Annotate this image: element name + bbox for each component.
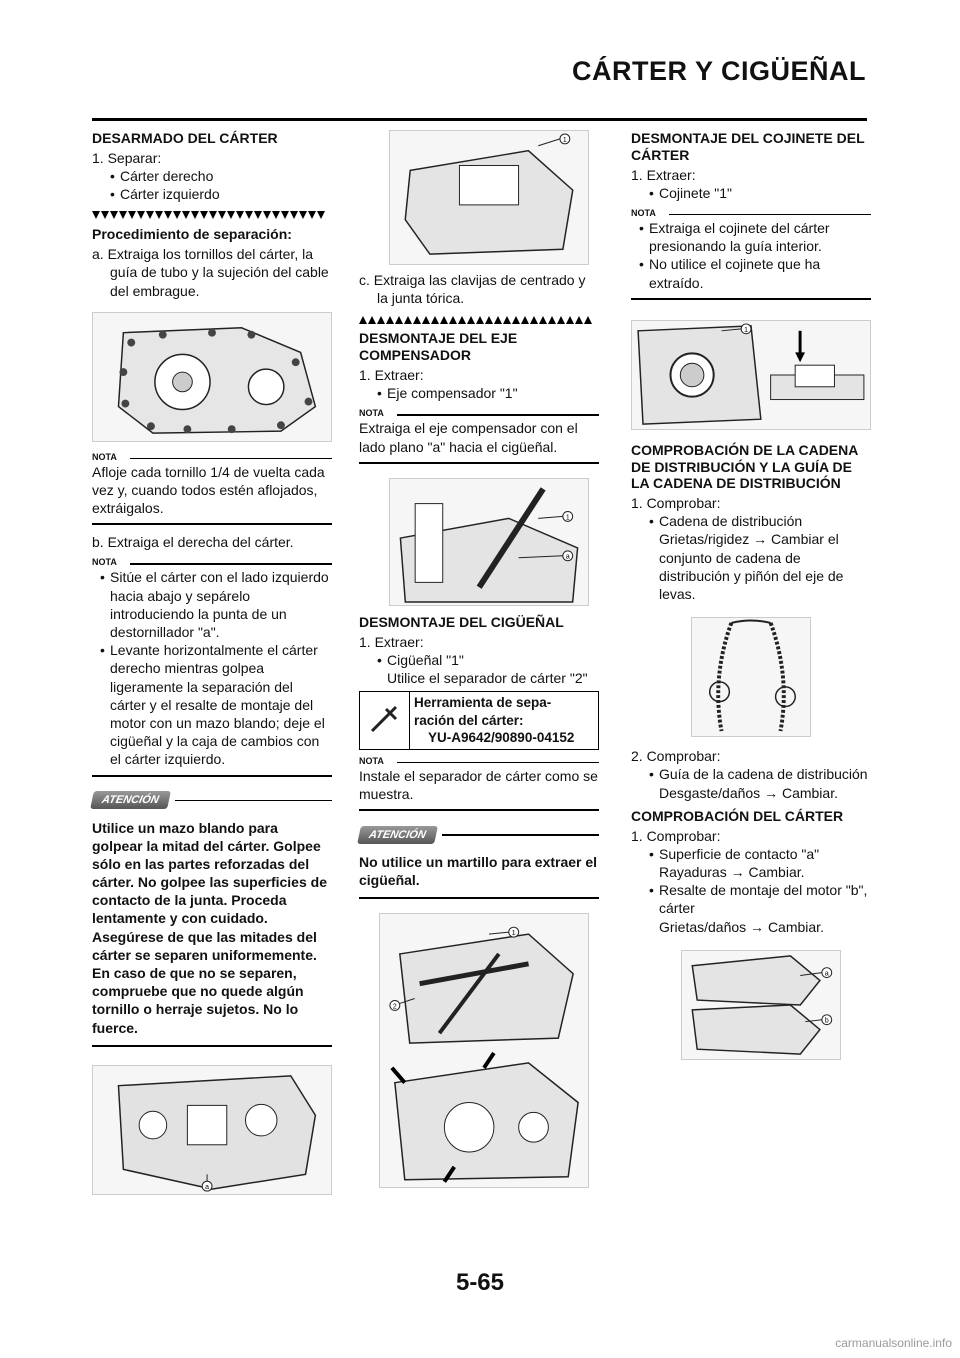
procedure-start-marker [92, 211, 332, 220]
nota-bullet: • No utilice el cojinete que ha extraído. [631, 255, 871, 291]
crankcase-half-illustration [93, 1066, 331, 1194]
bullet: • Eje compensador "1" [359, 384, 599, 402]
bullet: • Cigüeñal "1" [359, 651, 599, 669]
nota-text: Afloje cada tornillo 1/4 de vuelta cada vez y, cuando todos estén aflojados, extráigalos. [92, 463, 325, 517]
warning-text: No utilice un martillo para extraer el cigüeñal. [359, 854, 598, 889]
bullet-sub: Utilice el separador de cárter "2" [387, 669, 588, 686]
timing-chain-figure [691, 617, 811, 737]
column-3 [631, 130, 871, 1060]
warning-text: Utilice un mazo blando para golpear la mitad del cárter. Golpee sólo en las partes reforzadas del cárter. No golpee las superficies de contacto de la junta. Proceda lentamente y con cuidado. Asegúrese de que las mitades del cárter se separen uniformemente. En caso de que no se separen, compruebe que no quede algún tornillo o herraje sujetos. No lo fuerce. [92, 819, 327, 1036]
page-number: 5-65 [455, 1269, 505, 1296]
nota-header: NOTA [631, 208, 871, 219]
nota-end-rule [92, 775, 332, 777]
nota-text: Extraiga el eje compensador con el lado plano "a" hacia el cigüeñal. [359, 420, 578, 455]
timing-chain-illustration [692, 618, 810, 736]
bullet: • Cojinete "1" [631, 184, 871, 202]
bullet: • Resalte de montaje del motor "b", cárter [631, 881, 871, 917]
step: 1. Extraer: [359, 366, 424, 383]
nota-text: Instale el separador de cárter como se muestra. [359, 767, 598, 802]
crankcase-top-illustration [390, 131, 588, 264]
warning-end-rule [92, 1045, 332, 1047]
bullet: • Superficie de contacto "a" [631, 845, 871, 863]
callout-label: 1 [562, 136, 567, 144]
section-title: COMPROBACIÓN DEL CÁRTER [631, 807, 844, 824]
bullet: • Cadena de distribución [631, 512, 871, 530]
callout-label: a [824, 970, 829, 978]
callout-label: 2 [392, 1003, 397, 1011]
step: 1. Separar: [92, 149, 162, 166]
section-title: DESMONTAJE DEL EJE COMPENSADOR [359, 330, 518, 364]
crankcase-illustration [93, 313, 331, 441]
nota-header: NOTA [359, 408, 599, 419]
page-title: CÁRTER Y CIGÜEÑAL [571, 56, 866, 86]
warning-end-rule [359, 897, 599, 899]
crankcase-check-illustration [682, 951, 840, 1059]
step: b. Extraiga el derecha del cárter. [92, 534, 294, 551]
nota-bullet: • Extraiga el cojinete del cárter presionando la guía interior. [631, 219, 871, 255]
bullet-sub: Rayaduras → Cambiar. [659, 863, 805, 880]
bearing-removal-figure [631, 320, 871, 430]
header-rule [92, 118, 867, 121]
nota-bullet: • Levante horizontalmente el cárter derecho mientras golpea ligeramente la separación del cárter y el resalte de montaje del motor con un mazo blando; deje el cigüeñal y la caja de cambios con el cárter izquierdo. [92, 641, 332, 768]
callout-label: 1 [565, 514, 570, 522]
bullet: • Guía de la cadena de distribución [631, 765, 871, 783]
crankcase-bolts-figure [92, 312, 332, 442]
bullet-sub: Grietas/daños → Cambiar. [659, 918, 824, 935]
nota-header: NOTA [359, 756, 599, 767]
bullet: • Cárter izquierdo [92, 185, 332, 203]
bullet-sub: Grietas/rigidez → Cambiar el conjunto de cadena de distribución y piñón del eje de levas. [659, 531, 844, 603]
crankcase-check-figure [681, 950, 841, 1060]
nota-end-rule [92, 523, 332, 525]
special-tool-box [359, 691, 599, 750]
warning-badge: ATENCIÓN [90, 791, 171, 809]
callout-label: 1 [744, 326, 749, 334]
step: 2. Comprobar: [631, 748, 721, 765]
step: 1. Comprobar: [631, 827, 721, 844]
balancer-shaft-figure [389, 478, 589, 606]
callout-label: 1 [511, 930, 516, 938]
warning-header [92, 791, 332, 811]
warning-badge: ATENCIÓN [357, 826, 438, 844]
callout-label: a [205, 1183, 209, 1191]
column-1 [92, 130, 332, 1195]
tool-code: YU-A9642/90890-04152 [428, 730, 575, 746]
step: 1. Comprobar: [631, 495, 721, 512]
nota-bullet: • Sitúe el cárter con el lado izquierdo hacia abajo y sepárelo introduciendo la punta de un destornillador "a". [92, 568, 332, 641]
bearing-illustration [632, 321, 870, 429]
section-title: DESMONTAJE DEL CIGÜEÑAL [359, 613, 564, 630]
crankcase-separation-figure [92, 1065, 332, 1195]
crankcase-separator-icon [360, 692, 410, 749]
column-2 [359, 130, 599, 1188]
callout-label: a [565, 553, 570, 561]
step: 1. Extraer: [631, 166, 696, 183]
section-title: COMPROBACIÓN DE LA CADENA DE DISTRIBUCIÓN Y LA GUÍA DE LA CADENA DE DISTRIBUCIÓN [631, 441, 858, 492]
section-title: DESARMADO DEL CÁRTER [92, 130, 278, 146]
nota-header: NOTA [92, 452, 332, 463]
nota-header: NOTA [92, 557, 332, 568]
bullet: • Cárter derecho [92, 167, 332, 185]
callout-label: b [824, 1017, 829, 1025]
dowel-pins-figure [389, 130, 589, 265]
crankshaft-separator-illustration [380, 914, 588, 1187]
nota-end-rule [359, 809, 599, 811]
bullet-sub: Desgaste/daños → Cambiar. [659, 784, 838, 801]
tool-description: Herramienta de sepa- ración del cárter: YU-A9642/90890-04152 [414, 695, 575, 746]
procedure-title: Procedimiento de separación: [92, 226, 292, 243]
nota-end-rule [359, 462, 599, 464]
step: c. Extraiga las clavijas de centrado y la junta tórica. [359, 272, 586, 307]
balancer-illustration [390, 479, 588, 605]
nota-end-rule [631, 298, 871, 300]
crankshaft-removal-figure [379, 913, 589, 1188]
procedure-end-marker [359, 315, 599, 324]
section-title: DESMONTAJE DEL COJINETE DEL CÁRTER [631, 130, 865, 163]
step: a. Extraiga los tornillos del cárter, la guía de tubo y la sujeción del cable del embrague. [92, 246, 329, 299]
step: 1. Extraer: [359, 633, 424, 650]
warning-header [359, 825, 599, 845]
watermark: carmanualsonline.info [835, 1336, 952, 1350]
